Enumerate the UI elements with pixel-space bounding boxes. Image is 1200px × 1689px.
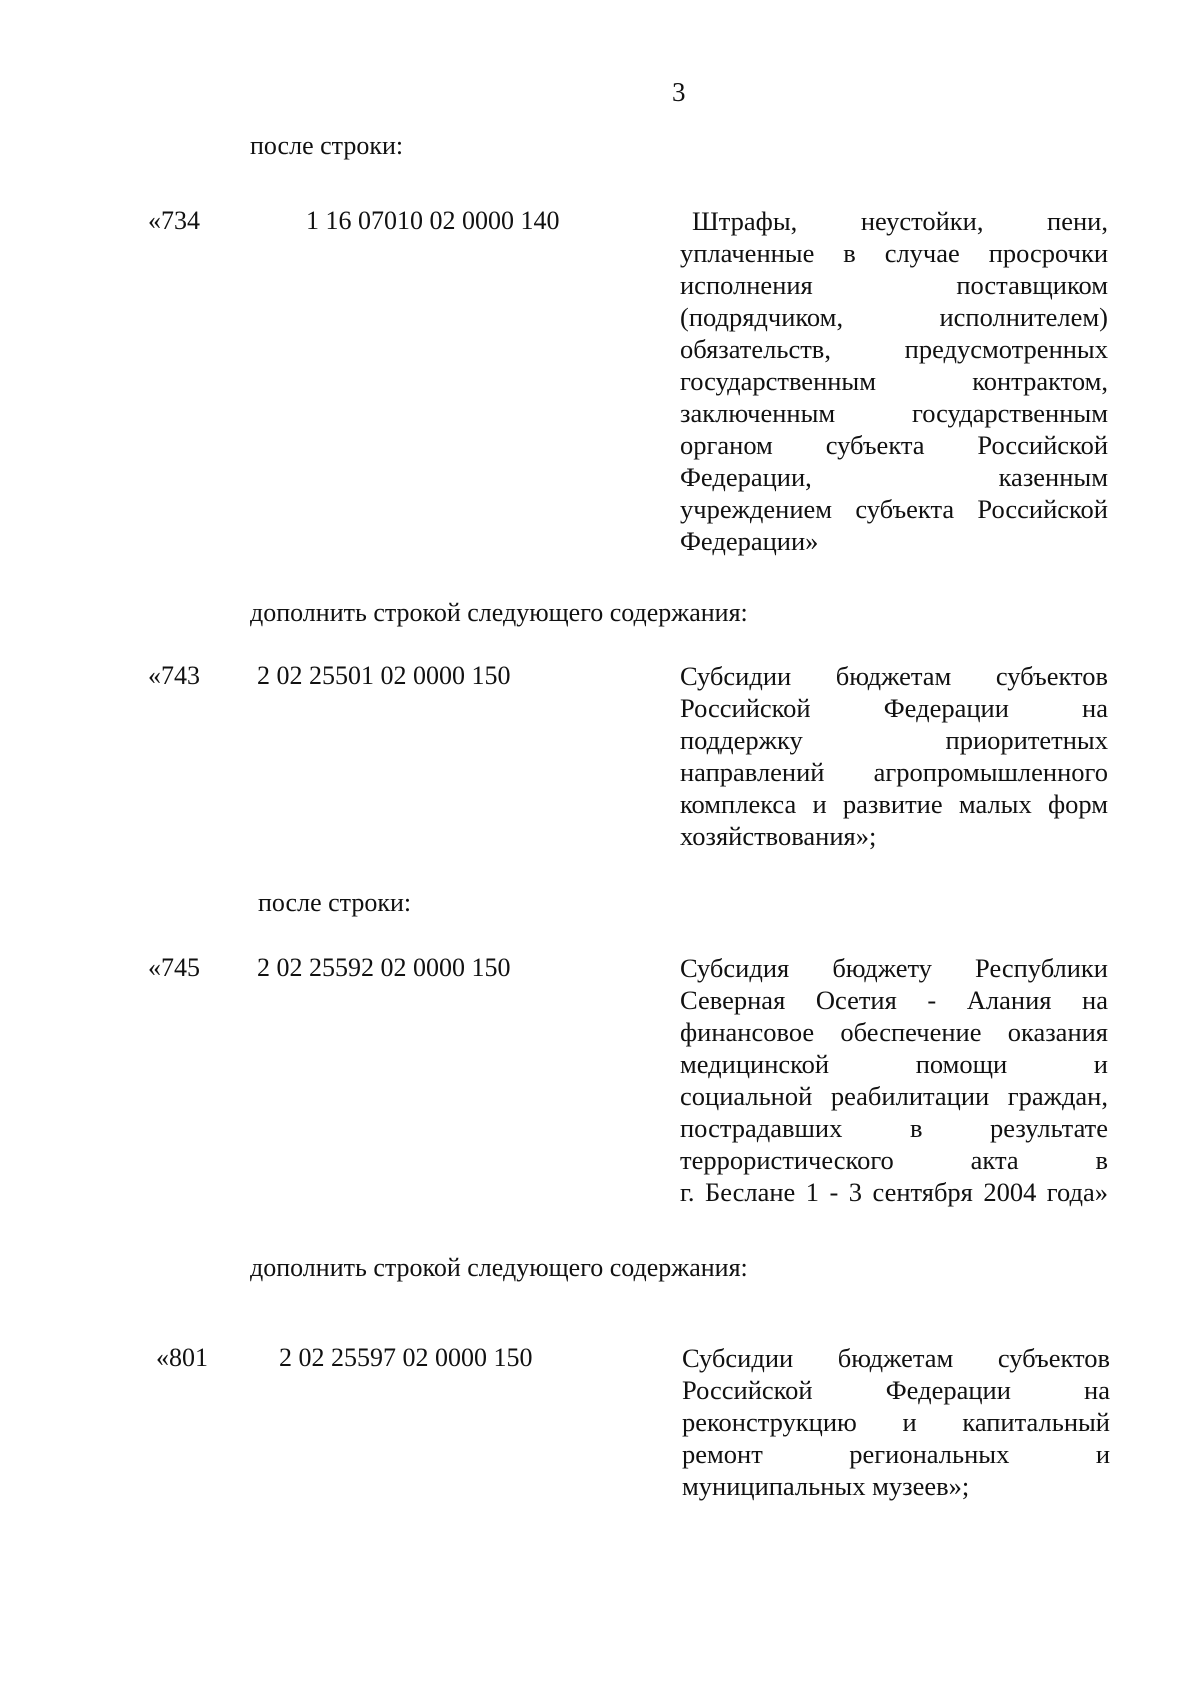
description-line: направлений агропромышленного — [680, 757, 1108, 787]
instruction-after-line: после строки: — [258, 888, 412, 917]
description-line: г. Беслане 1 - 3 сентября 2004 года» — [680, 1177, 1108, 1207]
description-line: учреждением субъекта Российской — [680, 494, 1108, 524]
description-line: реконструкцию и капитальный — [682, 1407, 1110, 1437]
description-line: социальной реабилитации граждан, — [680, 1081, 1108, 1111]
description-line: Российской Федерации на — [680, 693, 1108, 723]
instruction-add-line: дополнить строкой следующего содержания: — [250, 598, 748, 627]
admin-code: «745 — [148, 953, 200, 982]
description-line: Штрафы, неустойки, пени, — [692, 206, 1108, 236]
description-line: исполнения поставщиком — [680, 270, 1108, 300]
description-line: Субсидии бюджетам субъектов — [682, 1343, 1110, 1373]
income-description — [680, 660, 1108, 852]
description-line: Российской Федерации на — [682, 1375, 1110, 1405]
description-line: уплаченные в случае просрочки — [680, 238, 1108, 268]
description-line: финансовое обеспечение оказания — [680, 1017, 1108, 1047]
description-line: ремонт региональных и — [682, 1439, 1110, 1469]
admin-code: «801 — [156, 1343, 208, 1372]
description-line: Северная Осетия - Алания на — [680, 985, 1108, 1015]
description-line: медицинской помощи и — [680, 1049, 1108, 1079]
instruction-add-line: дополнить строкой следующего содержания: — [250, 1253, 748, 1282]
description-line: Федерации, казенным — [680, 462, 1108, 492]
description-line: Субсидия бюджету Республики — [680, 953, 1108, 983]
page-number: 3 — [672, 77, 686, 107]
description-line: муниципальных музеев»; — [682, 1471, 970, 1501]
income-description — [680, 205, 1108, 557]
description-line: хозяйствования»; — [680, 821, 877, 851]
income-description — [680, 952, 1108, 1208]
admin-code: «743 — [148, 661, 200, 690]
budget-classification-code: 2 02 25597 02 0000 150 — [279, 1343, 533, 1372]
description-line: Субсидии бюджетам субъектов — [680, 661, 1108, 691]
description-line: заключенным государственным — [680, 398, 1108, 428]
budget-classification-code: 1 16 07010 02 0000 140 — [306, 206, 560, 235]
description-line: поддержку приоритетных — [680, 725, 1108, 755]
description-line: Федерации» — [680, 526, 819, 556]
description-line: обязательств, предусмотренных — [680, 334, 1108, 364]
description-line: органом субъекта Российской — [680, 430, 1108, 460]
description-line: (подрядчиком, исполнителем) — [680, 302, 1108, 332]
admin-code: «734 — [148, 206, 200, 235]
description-line: пострадавших в результате — [680, 1113, 1108, 1143]
instruction-after-line: после строки: — [250, 131, 404, 160]
description-line: террористического акта в — [680, 1145, 1108, 1175]
description-line: комплекса и развитие малых форм — [680, 789, 1108, 819]
budget-classification-code: 2 02 25592 02 0000 150 — [257, 953, 511, 982]
description-line: государственным контрактом, — [680, 366, 1108, 396]
income-description — [682, 1342, 1110, 1502]
budget-classification-code: 2 02 25501 02 0000 150 — [257, 661, 511, 690]
